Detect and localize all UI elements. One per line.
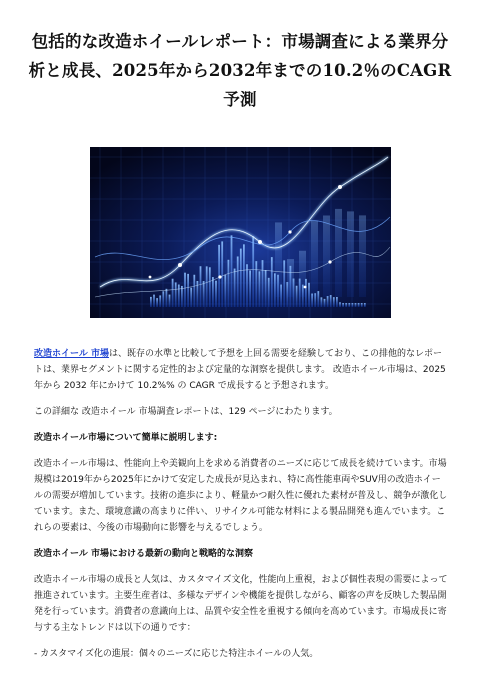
document-body: [34, 346, 448, 662]
pages-note: この詳細な 改造ホイール 市場調査レポートは、129 ページにわたります。: [34, 407, 338, 417]
intro-text: は、既存の水準と比較して予想を上回る需要を経験しており、この排他的なレポートは、業界セグメントに関する定性的および定量的な洞察を提供します。 改造ホイール市場は、2025 年から 2032 年にかけて 10.2%% の CAGR で成長すると予想されます。: [34, 349, 446, 391]
page-title: 包括的な改造ホイールレポート：市場調査による業界分析と成長、2025年から2032年までの10.2％のCAGR予測: [28, 32, 452, 109]
section1-heading: 改造ホイール市場について簡単に説明します:: [34, 433, 218, 443]
section2-body: 改造ホイール市場の成長と人気は、カスタマイズ文化，性能向上重視，および個性表現の需要によって推進されています。主要生産者は、多様なデザインや機能を提供しながら、顧客の声を反映した製品開発を行っています。消費者の意識向上は、品質や安全性を重視する傾向を高めています。市場成長に寄与する主なトレンドは以下の通りです：: [34, 575, 448, 633]
financial-chart-illustration-icon: [90, 147, 391, 318]
market-link[interactable]: 改造ホイール 市場: [34, 349, 109, 359]
intro-paragraph: [34, 346, 448, 394]
section2-bullet: - カスタマイズ化の進展：個々のニーズに応じた特注ホイールの人気。: [34, 649, 319, 659]
section1-body: 改造ホイール市場は、性能向上や美観向上を求める消費者のニーズに応じて成長を続けています。市場規模は2019年から2025年にかけて安定した成長が見込まれ、特に高性能車両やSUV用の改造ホイールの需要が増加しています。技術の進歩により、軽量かつ耐久性に優れた素材が普及し、競争が激化しています。また、環境意識の高まりに伴い、リサイクル可能な材料による製品開発も進んでいます。これらの要素は、今後の市場動向に影響を与えるでしょう。: [34, 459, 448, 533]
section2-heading: 改造ホイール 市場における最新の動向と戦略的な洞察: [34, 549, 253, 559]
